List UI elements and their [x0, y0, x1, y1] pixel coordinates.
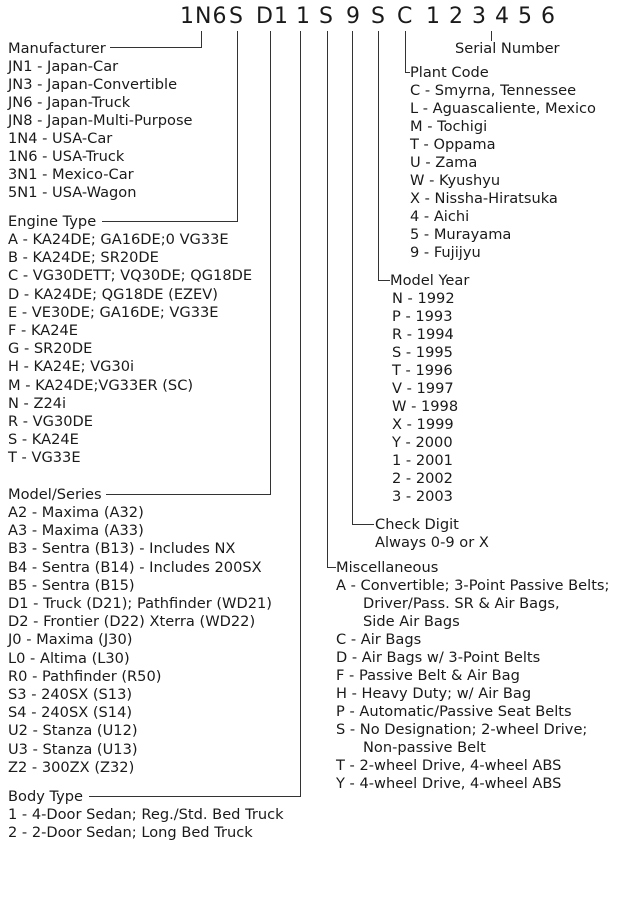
- manufacturer-item: 1N4 - USA-Car: [8, 130, 113, 147]
- vin-char-misc: S: [319, 4, 334, 29]
- vin-char-check: 9: [346, 4, 361, 29]
- engine-type-item: N - Z24i: [8, 394, 67, 412]
- miscellaneous-item: Y - 4-wheel Drive, 4-wheel ABS: [336, 775, 562, 792]
- connector-body-h: [89, 796, 301, 797]
- miscellaneous-item: S - No Designation; 2-wheel Drive;: [336, 721, 588, 738]
- engine-type-item: S - KA24E: [8, 431, 79, 449]
- connector-check: [352, 31, 353, 524]
- connector-year: [378, 31, 379, 280]
- miscellaneous-item: F - Passive Belt & Air Bag: [336, 667, 520, 684]
- vin-char-model: D1: [256, 4, 289, 29]
- miscellaneous-header: Miscellaneous: [336, 559, 439, 576]
- body-type-header: Body Type: [8, 788, 83, 805]
- manufacturer-item: JN6 - Japan-Truck: [8, 94, 131, 111]
- engine-type-item: B - KA24DE; SR20DE: [8, 249, 159, 267]
- model-series-item: B4 - Sentra (B14) - Includes 200SX: [8, 558, 262, 576]
- vin-char-year: S: [371, 4, 386, 29]
- engine-type-item: T - VG33E: [8, 449, 81, 467]
- model-year-item: P - 1993: [392, 308, 453, 325]
- plant-code-item: C - Smyrna, Tennessee: [410, 82, 577, 99]
- manufacturer-item: 1N6 - USA-Truck: [8, 148, 125, 165]
- plant-code-item: W - Kyushyu: [410, 172, 501, 189]
- plant-code-header: Plant Code: [410, 64, 489, 81]
- miscellaneous-item: D - Air Bags w/ 3-Point Belts: [336, 649, 541, 666]
- model-series-item: R0 - Pathfinder (R50): [8, 667, 162, 685]
- manufacturer-item: JN8 - Japan-Multi-Purpose: [8, 112, 193, 129]
- model-year-item: 1 - 2001: [392, 452, 453, 469]
- model-series-item: U3 - Stanza (U13): [8, 740, 138, 758]
- body-type-item: 1 - 4-Door Sedan; Reg./Std. Bed Truck: [8, 806, 284, 823]
- engine-type-item: G - SR20DE: [8, 340, 93, 358]
- check-digit-note: Always 0-9 or X: [375, 534, 489, 551]
- connector-year-h: [378, 280, 390, 281]
- model-series-header: Model/Series: [8, 486, 102, 503]
- plant-code-item: 9 - Fujijyu: [410, 244, 481, 261]
- connector-body: [300, 31, 301, 796]
- model-series-item: D2 - Frontier (D22) Xterra (WD22): [8, 613, 256, 631]
- model-series-item: S3 - 240SX (S13): [8, 686, 133, 703]
- model-year-item: V - 1997: [392, 380, 454, 397]
- engine-type-item: M - KA24DE;VG33ER (SC): [8, 376, 194, 394]
- model-year-item: R - 1994: [392, 326, 454, 343]
- model-series-item: S4 - 240SX (S14): [8, 704, 133, 722]
- model-year-item: 2 - 2002: [392, 470, 453, 487]
- vin-char-body: 1: [296, 4, 311, 29]
- model-series-item: B3 - Sentra (B13) - Includes NX: [8, 540, 236, 558]
- vin-char-manufacturer: 1N6: [180, 4, 228, 29]
- model-year-item: N - 1992: [392, 290, 455, 307]
- model-series-item: U2 - Stanza (U12): [8, 722, 138, 740]
- manufacturer-header: Manufacturer: [8, 40, 106, 57]
- manufacturer-item: 3N1 - Mexico-Car: [8, 166, 134, 183]
- engine-type-header: Engine Type: [8, 213, 97, 230]
- body-type-item: 2 - 2-Door Sedan; Long Bed Truck: [8, 824, 253, 841]
- engine-type-item: A - KA24DE; GA16DE;0 VG33E: [8, 231, 229, 248]
- connector-misc: [327, 31, 328, 567]
- engine-type-item: F - KA24E: [8, 322, 79, 339]
- connector-plant: [405, 31, 406, 72]
- plant-code-item: X - Nissha-Hiratsuka: [410, 190, 558, 207]
- model-year-header: Model Year: [390, 272, 470, 289]
- plant-code-item: U - Zama: [410, 154, 478, 171]
- vin-char-plant: C: [397, 4, 414, 29]
- connector-model: [270, 31, 271, 494]
- miscellaneous-item: Side Air Bags: [363, 613, 460, 630]
- plant-code-item: M - Tochigi: [410, 118, 488, 135]
- manufacturer-item: JN1 - Japan-Car: [8, 58, 119, 75]
- engine-type-item: R - VG30DE: [8, 413, 94, 430]
- plant-code-item: L - Aguascaliente, Mexico: [410, 100, 596, 117]
- miscellaneous-item: Driver/Pass. SR & Air Bags,: [363, 595, 560, 612]
- miscellaneous-item: Non-passive Belt: [363, 739, 486, 756]
- model-year-item: X - 1999: [392, 416, 454, 433]
- manufacturer-item: JN3 - Japan-Convertible: [8, 76, 178, 93]
- miscellaneous-item: P - Automatic/Passive Seat Belts: [336, 703, 572, 720]
- miscellaneous-item: C - Air Bags: [336, 631, 422, 648]
- manufacturer-item: 5N1 - USA-Wagon: [8, 184, 137, 201]
- model-series-item: Z2 - 300ZX (Z32): [8, 758, 135, 776]
- model-series-item: B5 - Sentra (B15): [8, 576, 135, 594]
- plant-code-item: 4 - Aichi: [410, 208, 470, 225]
- connector-manufacturer: [201, 31, 202, 47]
- model-year-item: 3 - 2003: [392, 488, 453, 505]
- model-year-item: W - 1998: [392, 398, 459, 415]
- plant-code-item: T - Oppama: [410, 136, 496, 153]
- model-year-item: S - 1995: [392, 344, 453, 361]
- miscellaneous-item: T - 2-wheel Drive, 4-wheel ABS: [336, 757, 562, 774]
- model-year-item: Y - 2000: [392, 434, 453, 451]
- connector-check-h: [352, 524, 374, 525]
- connector-engine: [237, 31, 238, 221]
- check-digit-header: Check Digit: [375, 516, 459, 533]
- model-series-item: A2 - Maxima (A32): [8, 504, 144, 521]
- miscellaneous-item: H - Heavy Duty; w/ Air Bag: [336, 685, 532, 702]
- model-series-item: J0 - Maxima (J30): [8, 631, 133, 649]
- engine-type-item: H - KA24E; VG30i: [8, 358, 135, 376]
- connector-misc-h: [327, 567, 336, 568]
- plant-code-item: 5 - Murayama: [410, 226, 512, 243]
- model-year-item: T - 1996: [392, 362, 453, 379]
- vin-char-engine: S: [229, 4, 244, 29]
- connector-model-h: [106, 494, 271, 495]
- miscellaneous-item: A - Convertible; 3-Point Passive Belts;: [336, 577, 610, 594]
- connector-engine-h: [102, 221, 238, 222]
- engine-type-item: D - KA24DE; QG18DE (EZEV): [8, 285, 218, 303]
- serial-number-header: Serial Number: [455, 40, 560, 57]
- connector-manufacturer-h: [110, 47, 202, 48]
- vin-char-serial: 1 2 3 4 5 6: [426, 4, 556, 29]
- engine-type-item: E - VE30DE; GA16DE; VG33E: [8, 303, 219, 321]
- engine-type-item: C - VG30DETT; VQ30DE; QG18DE: [8, 267, 253, 285]
- model-series-item: D1 - Truck (D21); Pathfinder (WD21): [8, 595, 272, 612]
- model-series-item: L0 - Altima (L30): [8, 649, 130, 667]
- model-series-item: A3 - Maxima (A33): [8, 522, 144, 540]
